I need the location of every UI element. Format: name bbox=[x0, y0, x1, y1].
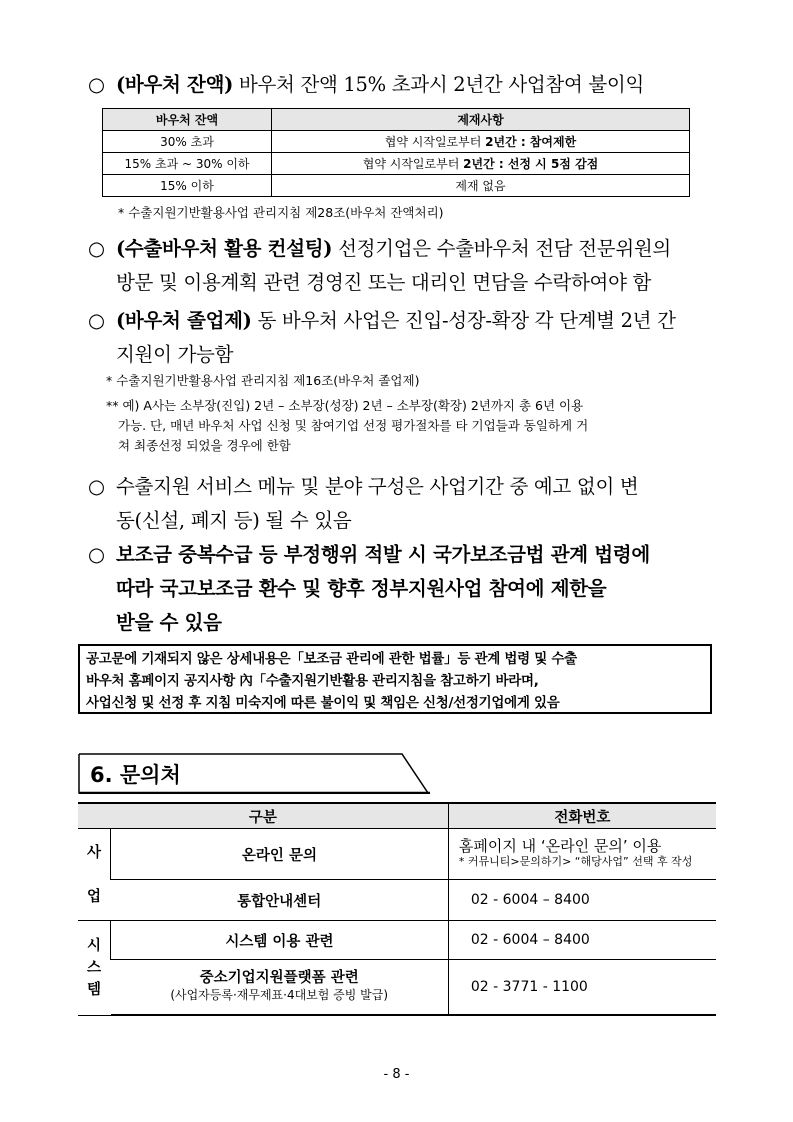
bullet-text: 바우처 잔액 15% 초과시 2년간 사업참여 불이익 bbox=[233, 73, 644, 96]
table-row bbox=[78, 829, 716, 880]
column-header-sanction: 제재사항 bbox=[272, 109, 690, 131]
bullet-service-menu: ○ 수출지원 서비스 메뉴 및 분야 구성은 사업기간 중 예고 없이 변 동(신설, 폐지 등) 될 수 있음 bbox=[88, 475, 639, 532]
cell-sanction: 제재 없음 bbox=[272, 175, 690, 197]
column-header-phone: 전화번호 bbox=[448, 803, 716, 829]
balance-note: * 수출지원기반활용사업 관리지침 제28조(바우처 잔액처리) bbox=[118, 205, 444, 220]
notice-box: 공고문에 기재되지 않은 상세내용은「보조금 관리에 관한 법률」등 관계 법령 및 수출 바우처 홈페이지 공지사항 內「수출지원기반활용 관리지침을 참고하기 바라며, 사업신청 및 선정 후 지침 미숙지에 따른 불이익 및 책임은 신청/선정기업에게 있음 bbox=[78, 644, 712, 714]
cell-sanction: 협약 시작일로부터 2년간 : 참여제한 bbox=[272, 131, 690, 153]
table-header-row bbox=[103, 109, 690, 131]
bullet-subsidy: ○ 보조금 중복수급 등 부정행위 적발 시 국가보조금법 관계 법령에 따라 국고보조금 환수 및 향후 정부지원사업 참여에 제한을 받을 수 있음 bbox=[88, 543, 650, 634]
cell-category: 온라인 문의 bbox=[111, 829, 449, 880]
group-business: 사업 bbox=[78, 829, 111, 921]
cell-category: 시스템 이용 관련 bbox=[111, 921, 449, 960]
graduation-note: * 수출지원기반활용사업 관리지침 제16조(바우처 졸업제) bbox=[106, 373, 420, 388]
page-number: - 8 - bbox=[383, 1067, 410, 1082]
cell-balance: 30% 초과 bbox=[103, 131, 272, 153]
table-header-row bbox=[78, 803, 716, 829]
table-row bbox=[78, 960, 716, 1016]
table-row bbox=[78, 921, 716, 960]
graduation-example: ** 예) A사는 소부장(진입) 2년 – 소부장(성장) 2년 – 소부장(확장) 2년까지 총 6년 이용 가능. 단, 매년 바우처 사업 신청 및 참여기업 선정 평가절차를 타 기업들과 동일하게 거 쳐 최종선정 되었을 경우에 한함 bbox=[106, 398, 589, 453]
bullet-graduation: ○ (바우처 졸업제) 동 바우처 사업은 진입-성장-확장 각 단계별 2년 간 지원이 가능함 bbox=[88, 309, 676, 366]
table-row bbox=[103, 131, 690, 153]
bullet-consulting: ○ (수출바우처 활용 컨설팅) 선정기업은 수출바우처 전담 전문위원의 방문 및 이용계획 관련 경영진 또는 대리인 면담을 수락하여야 함 bbox=[88, 237, 671, 294]
cell-sanction: 협약 시작일로부터 2년간 : 선정 시 5점 감점 bbox=[272, 153, 690, 175]
bullet-voucher-balance bbox=[88, 68, 644, 102]
cell-phone: 02 - 6004 – 8400 bbox=[448, 880, 716, 921]
table-row bbox=[103, 175, 690, 197]
contact-table bbox=[78, 802, 716, 1016]
cell-category: 통합안내센터 bbox=[111, 880, 449, 921]
cell-balance: 15% 초과 ~ 30% 이하 bbox=[103, 153, 272, 175]
table-row bbox=[103, 153, 690, 175]
cell-category: 중소기업지원플랫폼 관련 (사업자등록·재무제표·4대보험 증빙 발급) bbox=[111, 960, 449, 1016]
cell-phone: 홈페이지 내 ‘온라인 문의’ 이용 * 커뮤니티>문의하기> “해당사업” 선택 후 작성 bbox=[448, 829, 716, 880]
bullet-mark: ○ bbox=[88, 73, 105, 96]
voucher-sanction-table bbox=[102, 108, 690, 197]
section-title-text: 6. 문의처 bbox=[90, 763, 181, 787]
table-row bbox=[78, 880, 716, 921]
column-header-category: 구분 bbox=[78, 803, 448, 829]
column-header-balance: 바우처 잔액 bbox=[103, 109, 272, 131]
bullet-heading: (바우처 잔액) bbox=[116, 73, 234, 96]
section-title bbox=[78, 752, 430, 794]
cell-phone: 02 - 6004 – 8400 bbox=[448, 921, 716, 960]
cell-balance: 15% 이하 bbox=[103, 175, 272, 197]
group-system: 시스템 bbox=[78, 921, 111, 1016]
cell-phone: 02 - 3771 - 1100 bbox=[448, 960, 716, 1016]
